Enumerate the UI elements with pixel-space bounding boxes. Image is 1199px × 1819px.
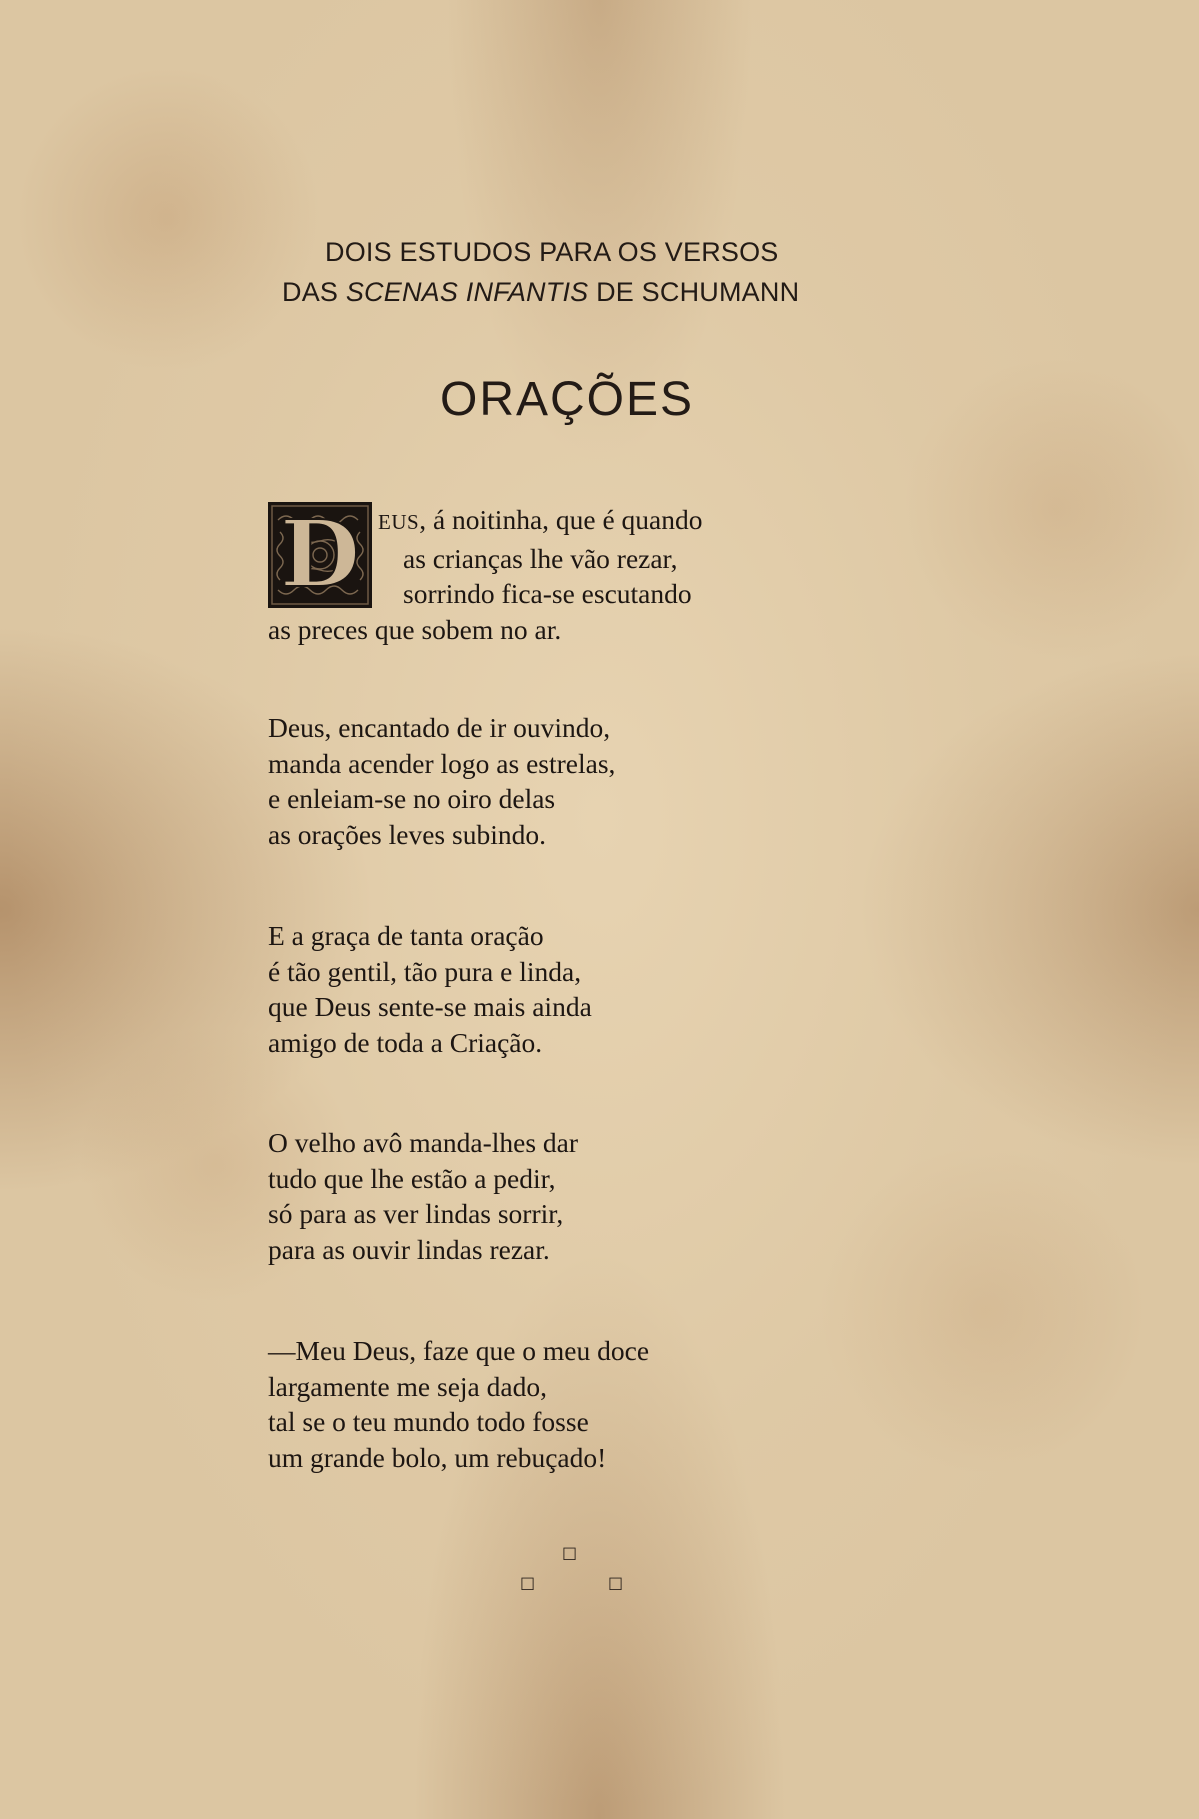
stanza-line: tal se o teu mundo todo fosse bbox=[268, 1406, 589, 1437]
stanza-5 bbox=[268, 1333, 828, 1475]
stanza-line: amigo de toda a Criação. bbox=[268, 1026, 543, 1058]
stanza-line: e enleiam-se no oiro delas bbox=[268, 783, 556, 814]
dropcap-letter: D bbox=[280, 502, 360, 608]
stanza-line: manda acender logo as estrelas, bbox=[268, 747, 616, 779]
ornament-square-top: □ bbox=[562, 1543, 578, 1562]
header-line-2 bbox=[260, 272, 880, 312]
stanza-line: as orações leves subindo. bbox=[268, 818, 546, 850]
stanza-line: EUS, á noitinha, que é quando bbox=[378, 504, 703, 535]
stanza-line: que Deus sente-se mais ainda bbox=[268, 991, 592, 1022]
stanza-line: —Meu Deus, faze que o meu doce bbox=[268, 1335, 650, 1366]
stanza-line: é tão gentil, tão pura e linda, bbox=[268, 955, 582, 987]
stanza-1 bbox=[268, 502, 828, 647]
stanza-line: as crianças lhe vão rezar, bbox=[403, 542, 678, 574]
stanza-3 bbox=[268, 918, 828, 1060]
stanza-2 bbox=[268, 710, 828, 852]
stanza-line: só para as ver lindas sorrir, bbox=[268, 1198, 564, 1229]
header-line-2-suffix: DE SCHUMANN bbox=[588, 277, 800, 307]
stanza-line: para as ouvir lindas rezar. bbox=[268, 1233, 550, 1265]
header-line-2-prefix: DAS bbox=[282, 277, 346, 307]
section-header bbox=[260, 232, 880, 312]
stanza-line: as preces que sobem no ar. bbox=[268, 613, 562, 645]
stanza-line: um grande bolo, um rebuçado! bbox=[268, 1441, 607, 1473]
stanza-line: O velho avô manda-lhes dar bbox=[268, 1127, 579, 1158]
poem-title: ORAÇÕES bbox=[440, 373, 695, 426]
stanza-line: Deus, encantado de ir ouvindo, bbox=[268, 712, 611, 743]
header-line-2-italic: SCENAS INFANTIS bbox=[345, 277, 589, 307]
header-line-1: DOIS ESTUDOS PARA OS VERSOS bbox=[325, 237, 779, 267]
stanza-line: sorrindo fica-se escutando bbox=[403, 578, 692, 609]
stanza-line: tudo que lhe estão a pedir, bbox=[268, 1162, 556, 1194]
ornament-square-right: □ bbox=[608, 1573, 624, 1592]
ornament-square-left: □ bbox=[520, 1573, 536, 1592]
stanza-line: largamente me seja dado, bbox=[268, 1370, 547, 1402]
stanza-4 bbox=[268, 1125, 828, 1267]
stanza-line: E a graça de tanta oração bbox=[268, 920, 544, 951]
first-word-smallcaps: EUS bbox=[378, 510, 420, 534]
